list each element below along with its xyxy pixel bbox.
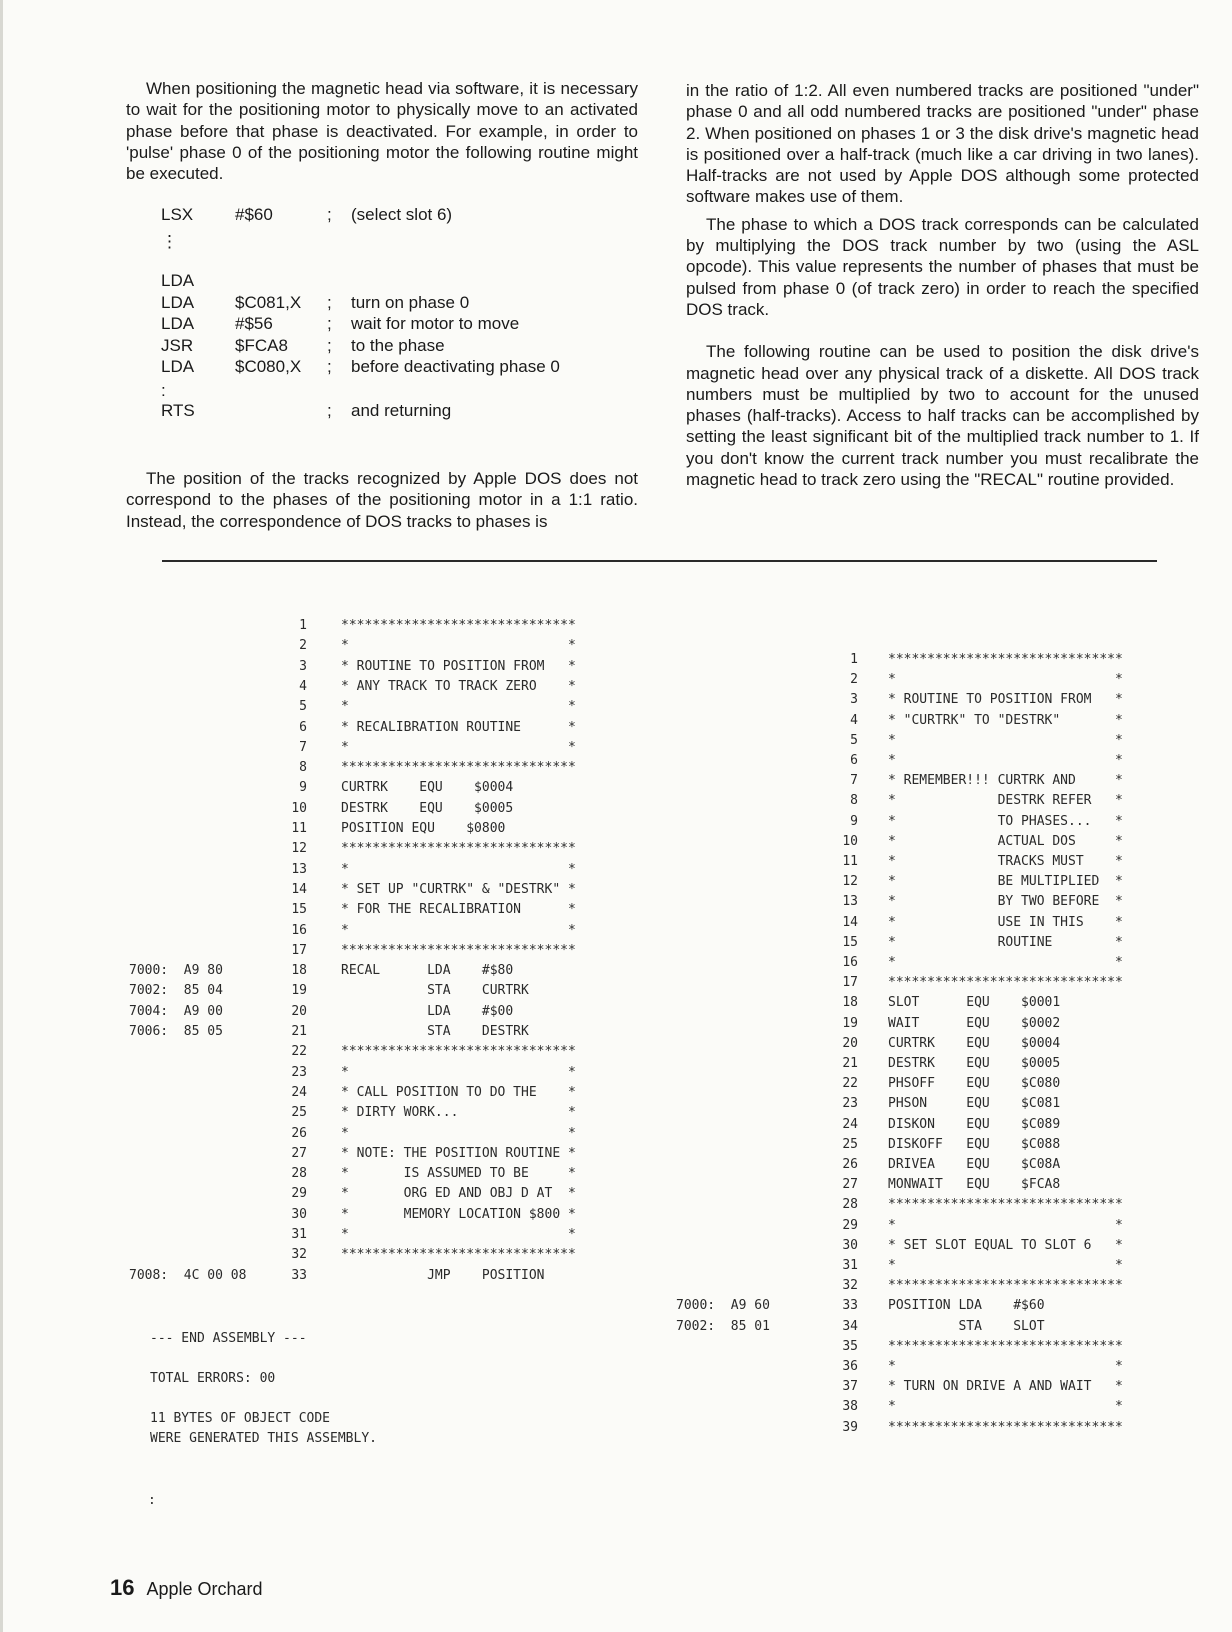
listing-line-number: 26 [291, 1125, 307, 1141]
listing-source: ****************************** [341, 942, 576, 958]
listing-line-number: 28 [842, 1197, 858, 1213]
asm-opcode: JSR [161, 336, 194, 355]
listing-line-number: 6 [850, 753, 858, 768]
listing-line-number: 37 [842, 1379, 858, 1395]
listing-source: * ANY TRACK TO TRACK ZERO * [341, 678, 576, 694]
listing-line-number: 29 [291, 1186, 307, 1202]
listing-line-number: 28 [291, 1166, 307, 1182]
listing-source: * FOR THE RECALIBRATION * [341, 902, 576, 918]
listing-source: PHSOFF EQU $C080 [888, 1076, 1061, 1092]
page-edge [0, 0, 3, 1632]
listing-line-number: 8 [850, 793, 858, 809]
listing-source: * * [888, 672, 1123, 688]
listing-line-number: 23 [291, 1064, 307, 1080]
listing-line-number: 21 [291, 1024, 307, 1039]
listing-source: * DIRTY WORK... * [341, 1105, 576, 1121]
asm-example [161, 205, 631, 425]
listing-source: * "CURTRK" TO "DESTRK" * [888, 712, 1123, 728]
listing-left-footer-3: 11 BYTES OF OBJECT CODE [150, 1411, 331, 1426]
listing-source: * * [888, 1359, 1123, 1374]
listing-address: 7008: 4C 00 08 [129, 1267, 247, 1283]
listing-source: * CALL POSITION TO DO THE * [341, 1084, 576, 1100]
listing-source: * * [888, 955, 1123, 970]
listing-source: * TRACKS MUST * [888, 854, 1123, 869]
listing-line-number: 2 [299, 638, 307, 654]
asm-separator: ; [327, 205, 332, 224]
listing-line-number: 30 [842, 1237, 858, 1253]
listing-source: DISKOFF EQU $C088 [888, 1136, 1061, 1152]
listing-line-number: 12 [291, 841, 307, 857]
listing-left-footer-4: WERE GENERATED THIS ASSEMBLY. [150, 1431, 377, 1446]
listing-source: DESTRK EQU $0005 [341, 800, 514, 816]
listing-line-number: 10 [291, 800, 307, 816]
asm-separator: ; [327, 293, 332, 312]
listing-line-number: 17 [291, 942, 307, 958]
listing-line-number: 17 [842, 975, 858, 991]
listing-source: ****************************** [888, 975, 1123, 991]
listing-source: DISKON EQU $C089 [888, 1116, 1061, 1132]
listing-line-number: 23 [842, 1096, 858, 1112]
listing-line-number: 29 [842, 1217, 858, 1233]
asm-operand: #$56 [235, 314, 273, 333]
listing-source: PHSON EQU $C081 [888, 1096, 1061, 1112]
listing-line-number: 16 [842, 955, 858, 970]
listing-source: * REMEMBER!!! CURTRK AND * [888, 773, 1123, 789]
listing-source: JMP POSITION [341, 1267, 545, 1283]
listing-source: CURTRK EQU $0004 [341, 780, 514, 796]
listing-source: * USE IN THIS * [888, 914, 1123, 930]
asm-comment: turn on phase 0 [351, 293, 470, 312]
listing-left [129, 616, 647, 1296]
asm-separator: ; [327, 401, 332, 420]
listing-address: 7004: A9 00 [129, 1003, 223, 1019]
listing-line-number: 3 [299, 658, 307, 674]
listing-source: * BY TWO BEFORE * [888, 894, 1123, 910]
listing-source: * SET UP "CURTRK" & "DESTRK" * [341, 881, 576, 897]
listing-source: ****************************** [341, 841, 576, 857]
section-divider [162, 560, 1157, 562]
listing-source: * * [341, 699, 576, 715]
listing-line-number: 4 [850, 712, 858, 728]
listing-source: * ACTUAL DOS * [888, 833, 1123, 849]
asm-operand: $FCA8 [235, 336, 288, 355]
left-paragraph-1: When positioning the magnetic head via software, it is necessary to wait for the positioning motor to physically move to an activated phase before that phase is deactivated. For example, in order to 'pulse' phase 0 of the positioning motor the following routine might be executed. [126, 79, 638, 184]
listing-line-number: 22 [842, 1076, 858, 1092]
right-paragraph-2: The phase to which a DOS track corresponds can be calculated by multiplying the DOS track number by two (using the ASL opcode). This value represents the number of phases that must be pulsed from phase 0 (of track zero) in order to reach the specified DOS track. [686, 214, 1199, 319]
listing-source: * * [341, 1125, 576, 1141]
listing-address: 7000: A9 60 [676, 1298, 770, 1314]
listing-line-number: 11 [291, 821, 307, 836]
listing-line-number: 26 [842, 1157, 858, 1172]
listing-source: * * [888, 1258, 1123, 1273]
listing-source: POSITION LDA #$60 [888, 1298, 1045, 1314]
listing-source: WAIT EQU $0002 [888, 1015, 1061, 1031]
listing-line-number: 20 [842, 1035, 858, 1051]
asm-comment: before deactivating phase 0 [351, 357, 560, 376]
listing-source: * * [341, 922, 576, 938]
listing-line-number: 14 [842, 914, 858, 930]
listing-source: * * [341, 739, 576, 755]
asm-comment: (select slot 6) [351, 205, 453, 224]
listing-address: 7000: A9 80 [129, 963, 223, 979]
listing-line-number: 4 [299, 678, 307, 694]
listing-source: ****************************** [888, 1278, 1123, 1294]
listing-left-footer-2: TOTAL ERRORS: 00 [150, 1371, 276, 1386]
listing-source: DRIVEA EQU $C08A [888, 1157, 1061, 1172]
asm-opcode: LDA [161, 357, 195, 376]
listing-source: * ROUTINE * [888, 934, 1123, 950]
listing-source: ****************************** [341, 760, 576, 776]
asm-separator: ; [327, 357, 332, 376]
asm-opcode: LDA [161, 293, 195, 312]
listing-line-number: 1 [299, 618, 307, 633]
listing-source: * * [888, 732, 1123, 748]
asm-comment: and returning [351, 401, 452, 420]
listing-line-number: 20 [291, 1003, 307, 1019]
listing-line-number: 5 [299, 699, 307, 715]
listing-line-number: 7 [299, 739, 307, 755]
listing-line-number: 33 [842, 1298, 858, 1314]
asm-opcode: LSX [161, 205, 194, 224]
listing-source: * RECALIBRATION ROUTINE * [341, 719, 576, 735]
listing-line-number: 38 [842, 1399, 858, 1415]
asm-opcode: ⋮ [161, 232, 178, 251]
listing-source: * * [888, 1217, 1123, 1233]
right-paragraph-1: in the ratio of 1:2. All even numbered tracks are positioned "under" phase 0 and all odd numbered tracks are positioned "under" phase 2. When positioned on phases 1 or 3 the disk drive's magnetic head is positioned over a half-track (much like a car driving in two lanes). Half-tracks are not used by Apple DOS although some protected software makes use of them. [686, 81, 1199, 207]
listing-source: SLOT EQU $0001 [888, 995, 1061, 1011]
asm-opcode: RTS [161, 401, 195, 420]
left-paragraph-2-block [126, 468, 638, 532]
listing-address: 7006: 85 05 [129, 1024, 223, 1039]
listing-source: * * [888, 753, 1123, 768]
listing-line-number: 30 [291, 1206, 307, 1222]
listing-line-number: 13 [291, 861, 307, 877]
listing-source: * * [341, 638, 576, 654]
listing-left-footer-5: : [148, 1493, 156, 1508]
listing-source: ****************************** [341, 1247, 576, 1263]
listing-line-number: 27 [291, 1145, 307, 1161]
listing-source: * DESTRK REFER * [888, 793, 1123, 809]
listing-source: MONWAIT EQU $FCA8 [888, 1177, 1061, 1193]
listing-line-number: 13 [842, 894, 858, 910]
listing-line-number: 11 [842, 854, 858, 869]
listing-source: ****************************** [888, 652, 1123, 667]
listing-line-number: 9 [299, 780, 307, 796]
asm-operand: $C080,X [235, 357, 302, 376]
asm-opcode: : [161, 381, 166, 400]
listing-line-number: 15 [291, 902, 307, 918]
listing-line-number: 10 [842, 833, 858, 849]
listing-line-number: 12 [842, 874, 858, 890]
listing-address: 7002: 85 04 [129, 983, 223, 999]
listing-source: STA SLOT [888, 1318, 1045, 1334]
listing-line-number: 22 [291, 1044, 307, 1060]
left-paragraph-2: The position of the tracks recognized by Apple DOS does not correspond to the phases of the positioning motor in a 1:1 ratio. Instead, the correspondence of DOS tracks to phases is [126, 469, 638, 531]
listing-line-number: 25 [291, 1105, 307, 1121]
listing-line-number: 24 [291, 1084, 307, 1100]
listing-line-number: 9 [850, 813, 858, 829]
listing-line-number: 33 [291, 1267, 307, 1283]
asm-comment: to the phase [351, 336, 445, 355]
page-number: 16 [110, 1575, 135, 1600]
listing-source: * NOTE: THE POSITION ROUTINE * [341, 1145, 576, 1161]
listing-source: * * [888, 1399, 1123, 1415]
listing-source: RECAL LDA #$80 [341, 963, 514, 979]
listing-line-number: 21 [842, 1056, 858, 1071]
asm-separator: ; [327, 336, 332, 355]
asm-opcode: LDA [161, 314, 195, 333]
magazine-name: Apple Orchard [146, 1579, 263, 1599]
listing-right [676, 650, 1196, 1440]
listing-line-number: 14 [291, 881, 307, 897]
listing-source: * IS ASSUMED TO BE * [341, 1166, 576, 1182]
listing-source: * TO PHASES... * [888, 813, 1123, 829]
listing-line-number: 6 [299, 719, 307, 735]
listing-source: * SET SLOT EQUAL TO SLOT 6 * [888, 1237, 1123, 1253]
listing-line-number: 35 [842, 1338, 858, 1354]
listing-line-number: 5 [850, 732, 858, 748]
listing-line-number: 16 [291, 922, 307, 938]
listing-line-number: 1 [850, 652, 858, 667]
listing-source: STA DESTRK [341, 1024, 529, 1039]
asm-comment: wait for motor to move [351, 314, 520, 333]
listing-source: LDA #$00 [341, 1003, 514, 1019]
listing-line-number: 19 [842, 1015, 858, 1031]
listing-line-number: 18 [842, 995, 858, 1011]
asm-operand: $C081,X [235, 293, 302, 312]
right-paragraph-3: The following routine can be used to position the disk drive's magnetic head over any physical track of a diskette. All DOS track numbers must be multiplied by two to account for the unused phases (half-tracks). Access to half tracks can be accomplished by setting the least significant bit of the multiplied track number to 1. If you don't know the current track number you must recalibrate the magnetic head to track zero using the "RECAL" routine provided. [686, 342, 1199, 490]
listing-line-number: 27 [842, 1177, 858, 1193]
listing-source: * * [341, 1227, 576, 1242]
listing-source: * BE MULTIPLIED * [888, 874, 1123, 890]
listing-line-number: 24 [842, 1116, 858, 1132]
listing-source: * ORG ED AND OBJ D AT * [341, 1186, 576, 1202]
listing-line-number: 19 [291, 983, 307, 999]
listing-source: POSITION EQU $0800 [341, 821, 506, 836]
listing-line-number: 32 [842, 1278, 858, 1294]
listing-line-number: 8 [299, 760, 307, 776]
left-column [126, 78, 638, 184]
listing-source: DESTRK EQU $0005 [888, 1056, 1061, 1071]
listing-line-number: 31 [842, 1258, 858, 1273]
listing-source: ****************************** [341, 618, 576, 633]
listing-source: ****************************** [888, 1419, 1123, 1435]
asm-opcode: LDA [161, 271, 195, 290]
listing-line-number: 25 [842, 1136, 858, 1152]
listing-line-number: 32 [291, 1247, 307, 1263]
listing-source: * ROUTINE TO POSITION FROM * [888, 692, 1123, 708]
listing-source: * MEMORY LOCATION $800 * [341, 1206, 576, 1222]
listing-source: * TURN ON DRIVE A AND WAIT * [888, 1379, 1123, 1395]
listing-source: * ROUTINE TO POSITION FROM * [341, 658, 576, 674]
listing-source: STA CURTRK [341, 983, 529, 999]
asm-operand: #$60 [235, 205, 273, 224]
listing-address: 7002: 85 01 [676, 1318, 770, 1334]
asm-separator: ; [327, 314, 332, 333]
listing-source: ****************************** [341, 1044, 576, 1060]
listing-source: * * [341, 1064, 576, 1080]
listing-source: CURTRK EQU $0004 [888, 1035, 1061, 1051]
page-footer [110, 1575, 263, 1601]
listing-line-number: 31 [291, 1227, 307, 1242]
listing-line-number: 7 [850, 773, 858, 789]
listing-line-number: 34 [842, 1318, 858, 1334]
listing-line-number: 36 [842, 1359, 858, 1374]
listing-source: ****************************** [888, 1197, 1123, 1213]
listing-line-number: 3 [850, 692, 858, 708]
listing-line-number: 2 [850, 672, 858, 688]
listing-source: * * [341, 861, 576, 877]
listing-line-number: 18 [291, 963, 307, 979]
listing-source: ****************************** [888, 1338, 1123, 1354]
listing-left-footer-1: --- END ASSEMBLY --- [150, 1331, 307, 1346]
listing-line-number: 15 [842, 934, 858, 950]
right-column [686, 80, 1199, 490]
listing-line-number: 39 [842, 1419, 858, 1435]
